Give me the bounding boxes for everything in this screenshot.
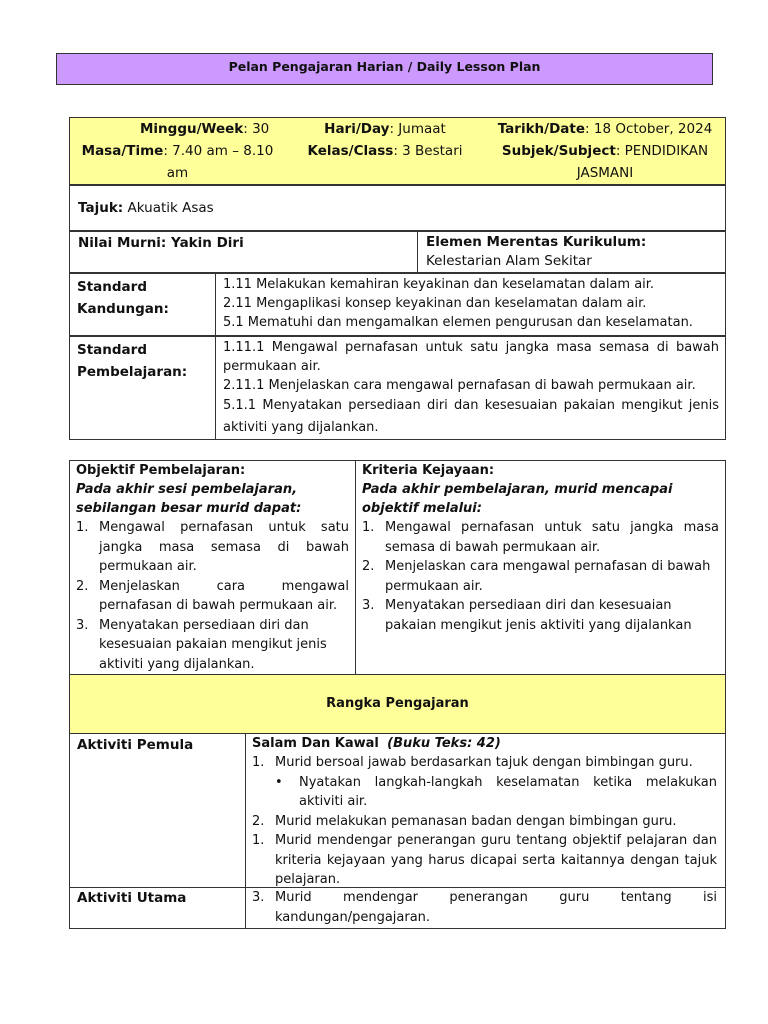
kriteria-list	[362, 518, 719, 635]
item-number: 3.	[76, 617, 89, 633]
date-label: Tarikh/Date	[497, 121, 586, 137]
activity-bullet	[275, 773, 717, 812]
item-text: Menjelaskan cara mengawal pernafasan di bawah permukaan air.	[99, 578, 349, 613]
class-label: Kelas/Class	[307, 143, 394, 159]
item-text: Menyatakan persediaan diri dan kesesuaian pakaian mengikut jenis aktiviti yang dijalankan	[385, 598, 692, 633]
kriteria-heading: Kriteria Kejayaan:	[362, 463, 495, 478]
standard-pembelajaran-item: 2.11.1 Menjelaskan cara mengawal pernafasan di bawah permukaan air.	[223, 378, 696, 393]
week-line	[80, 118, 295, 140]
time-label: Masa/Time	[81, 143, 164, 159]
time-line	[80, 140, 275, 184]
elemen-label: Elemen Merentas Kurikulum:	[426, 234, 647, 250]
time-value: : 7.40 am – 8.10 am	[163, 143, 274, 181]
objektif-cell	[70, 461, 356, 674]
aktiviti-pemula-heading-line	[252, 734, 717, 753]
subject-value: : PENDIDIKAN JASMANI	[576, 143, 709, 181]
aktiviti-table	[69, 733, 726, 929]
kriteria-item	[362, 557, 719, 596]
aktiviti-pemula-content	[246, 734, 725, 887]
kriteria-item	[362, 596, 719, 635]
page-title: Pelan Pengajaran Harian / Daily Lesson Plan	[56, 53, 713, 85]
objektif-subheading: Pada akhir sesi pembelajaran, sebilangan besar murid dapat:	[76, 482, 302, 516]
kriteria-subheading: Pada akhir pembelajaran, murid mencapai objektif melalui:	[362, 482, 673, 516]
week-label: Minggu/Week	[140, 121, 244, 137]
rangka-pengajaran-heading: Rangka Pengajaran	[69, 674, 726, 734]
item-text: Menyatakan persediaan diri dan kesesuaian pakaian mengikut jenis aktiviti yang dijalankan.	[99, 617, 327, 672]
item-text: Murid bersoal jawab berdasarkan tajuk dengan bimbingan guru.	[275, 755, 693, 770]
aktiviti-pemula-bullets	[252, 773, 717, 812]
item-number: 1.	[252, 833, 265, 848]
objektif-heading: Objektif Pembelajaran:	[76, 463, 246, 478]
info-column-day	[295, 118, 475, 162]
standard-kandungan-item: 2.11 Mengaplikasi konsep keyakinan dan keselamatan dalam air.	[223, 296, 647, 311]
standard-pembelajaran-label: Standard Pembelajaran:	[70, 337, 216, 439]
info-column-date	[485, 118, 725, 184]
item-number: 1.	[252, 755, 265, 770]
aktiviti-pemula-label: Aktiviti Pemula	[70, 734, 246, 887]
item-number: 1.	[76, 520, 89, 535]
activity-step	[252, 831, 717, 890]
standard-kandungan-label: Standard Kandungan:	[70, 274, 216, 335]
item-text: Mengawal pernafasan untuk satu jangka masa semasa di bawah permukaan air.	[99, 520, 349, 574]
objektif-item	[76, 577, 349, 616]
standard-kandungan-item: 5.1 Mematuhi dan mengamalkan elemen pengurusan dan keselamatan.	[223, 315, 693, 330]
date-line	[485, 118, 725, 140]
standard-pembelajaran-item: 1.11.1 Mengawal pernafasan untuk satu jangka masa semasa di bawah permukaan air.	[223, 340, 719, 374]
class-line	[295, 140, 475, 162]
tajuk-row	[69, 185, 726, 231]
aktiviti-utama-steps	[252, 888, 717, 927]
tajuk-value: Akuatik Asas	[123, 200, 214, 216]
aktiviti-pemula-steps-continued	[252, 812, 717, 890]
aktiviti-pemula-steps	[252, 753, 717, 773]
item-text: Menjelaskan cara mengawal pernafasan di bawah permukaan air.	[385, 559, 711, 594]
item-number: 3.	[252, 890, 265, 905]
activity-step	[252, 888, 717, 927]
tajuk-label: Tajuk:	[78, 200, 124, 216]
bullet-marker: •	[275, 774, 283, 790]
aktiviti-utama-label: Aktiviti Utama	[70, 887, 246, 929]
activity-step	[252, 753, 717, 773]
standard-pembelajaran-row	[69, 336, 726, 440]
item-number: 2.	[252, 813, 265, 829]
lesson-info-box	[69, 117, 726, 185]
item-number: 1.	[362, 520, 375, 535]
elemen-merentas-cell	[417, 231, 726, 273]
objektif-item	[76, 616, 349, 675]
nilai-murni-label: Nilai Murni: Yakin Diri	[78, 235, 244, 251]
standard-kandungan-content	[216, 274, 725, 332]
standard-kandungan-row	[69, 273, 726, 336]
standard-kandungan-item: 1.11 Melakukan kemahiran keyakinan dan keselamatan dalam air.	[223, 277, 655, 292]
nilai-murni-cell	[69, 231, 418, 273]
week-value: : 30	[243, 121, 270, 137]
day-value: : Jumaat	[389, 121, 446, 137]
day-label: Hari/Day	[324, 121, 390, 137]
objektif-list	[76, 518, 349, 674]
standard-pembelajaran-content	[216, 337, 725, 439]
item-text: Murid mendengar penerangan guru tentang objektif pelajaran dan kriteria kejayaan yang harus dicapai serta kaitannya dengan tajuk pelajaran.	[275, 833, 717, 887]
item-number: 3.	[362, 598, 375, 613]
elemen-value: Kelestarian Alam Sekitar	[426, 253, 592, 269]
objektif-item	[76, 518, 349, 577]
item-text: Nyatakan langkah-langkah keselamatan ketika melakukan aktiviti air.	[299, 774, 717, 809]
objektif-kriteria-table	[69, 460, 726, 675]
aktiviti-utama-content	[246, 888, 725, 929]
item-number: 2.	[76, 578, 89, 594]
date-value: : 18 October, 2024	[585, 121, 713, 137]
standard-pembelajaran-item: 5.1.1 Menyatakan persediaan diri dan kesesuaian pakaian mengikut jenis aktiviti yang dijalankan.	[223, 398, 719, 435]
activity-step	[252, 812, 717, 832]
subject-line	[485, 140, 725, 184]
item-text: Mengawal pernafasan untuk satu jangka masa semasa di bawah permukaan air.	[385, 520, 719, 555]
kriteria-cell	[356, 461, 725, 635]
textbook-reference: (Buku Teks: 42)	[387, 736, 501, 751]
subject-label: Subjek/Subject	[501, 143, 616, 159]
kriteria-item	[362, 518, 719, 557]
aktiviti-pemula-heading: Salam Dan Kawal	[252, 736, 379, 751]
item-text: Murid mendengar penerangan guru tentang isi kandungan/pengajaran.	[275, 890, 717, 925]
item-text: Murid melakukan pemanasan badan dengan bimbingan guru.	[275, 813, 677, 829]
item-number: 2.	[362, 559, 375, 574]
info-column-week	[70, 118, 295, 184]
day-line	[295, 118, 475, 140]
class-value: : 3 Bestari	[393, 143, 463, 159]
